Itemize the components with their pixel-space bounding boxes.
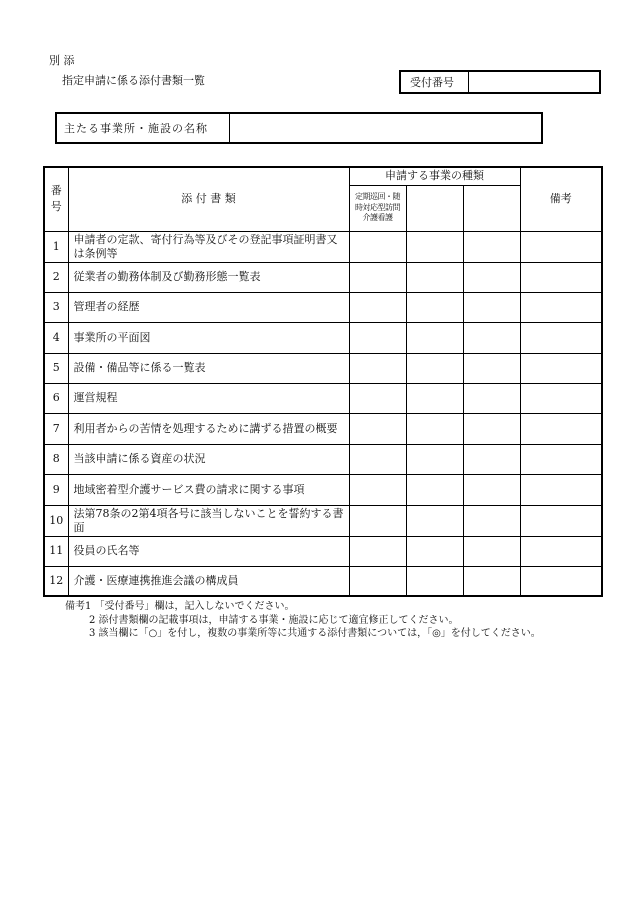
row-check-2[interactable] bbox=[406, 292, 463, 322]
row-check-2[interactable] bbox=[406, 505, 463, 536]
row-number: 4 bbox=[44, 322, 68, 353]
attachment-label: 別 添 bbox=[49, 54, 75, 67]
row-document: 法第78条の2第4項各号に該当しないことを誓約する書面 bbox=[68, 505, 349, 536]
row-document: 事業所の平面図 bbox=[68, 322, 349, 353]
row-remarks[interactable] bbox=[520, 353, 602, 383]
facility-name-label: 主たる事業所・施設の名称 bbox=[64, 122, 208, 135]
header-number-text: 番号 bbox=[50, 183, 62, 214]
row-number: 1 bbox=[44, 231, 68, 262]
row-document: 利用者からの苦情を処理するために講ずる措置の概要 bbox=[68, 413, 349, 444]
row-check-1[interactable] bbox=[349, 353, 406, 383]
row-number: 7 bbox=[44, 413, 68, 444]
facility-name-box bbox=[55, 112, 543, 144]
table-row bbox=[44, 383, 602, 413]
row-number: 10 bbox=[44, 505, 68, 536]
row-check-3[interactable] bbox=[463, 413, 520, 444]
header-business-type-2[interactable] bbox=[406, 185, 463, 231]
row-check-1[interactable] bbox=[349, 536, 406, 566]
row-remarks[interactable] bbox=[520, 505, 602, 536]
row-remarks[interactable] bbox=[520, 413, 602, 444]
row-document: 地域密着型介護サービス費の請求に関する事項 bbox=[68, 474, 349, 505]
row-document: 役員の氏名等 bbox=[68, 536, 349, 566]
row-check-1[interactable] bbox=[349, 322, 406, 353]
facility-name-divider bbox=[229, 114, 230, 142]
header-business-group: 申請する事業の種類 bbox=[349, 167, 520, 185]
row-check-3[interactable] bbox=[463, 262, 520, 292]
row-remarks[interactable] bbox=[520, 536, 602, 566]
row-document: 当該申請に係る資産の状況 bbox=[68, 444, 349, 474]
row-document: 従業者の勤務体制及び勤務形態一覧表 bbox=[68, 262, 349, 292]
row-document: 介護・医療連携推進会議の構成員 bbox=[68, 566, 349, 596]
table-row bbox=[44, 322, 602, 353]
row-remarks[interactable] bbox=[520, 474, 602, 505]
row-check-3[interactable] bbox=[463, 536, 520, 566]
row-remarks[interactable] bbox=[520, 262, 602, 292]
reception-number-label: 受付番号 bbox=[410, 76, 454, 89]
row-check-2[interactable] bbox=[406, 231, 463, 262]
row-document: 管理者の経歴 bbox=[68, 292, 349, 322]
row-number: 3 bbox=[44, 292, 68, 322]
row-check-2[interactable] bbox=[406, 262, 463, 292]
row-check-3[interactable] bbox=[463, 383, 520, 413]
header-document: 添 付 書 類 bbox=[68, 167, 349, 231]
reception-number-divider bbox=[468, 72, 469, 92]
row-check-1[interactable] bbox=[349, 474, 406, 505]
note-1: 備考1 「受付番号」欄は，記入しないでください。 bbox=[65, 601, 295, 612]
header-number bbox=[44, 167, 68, 231]
header-remarks: 備考 bbox=[520, 167, 602, 231]
row-document: 申請者の定款、寄付行為等及びその登記事項証明書又は条例等 bbox=[68, 231, 349, 262]
row-check-1[interactable] bbox=[349, 413, 406, 444]
row-number: 8 bbox=[44, 444, 68, 474]
row-number: 6 bbox=[44, 383, 68, 413]
table-row bbox=[44, 353, 602, 383]
row-number: 5 bbox=[44, 353, 68, 383]
row-check-2[interactable] bbox=[406, 353, 463, 383]
table-row bbox=[44, 505, 602, 536]
table-row bbox=[44, 566, 602, 596]
row-check-1[interactable] bbox=[349, 383, 406, 413]
row-check-2[interactable] bbox=[406, 566, 463, 596]
row-check-1[interactable] bbox=[349, 262, 406, 292]
row-check-3[interactable] bbox=[463, 566, 520, 596]
row-check-3[interactable] bbox=[463, 505, 520, 536]
table-row bbox=[44, 262, 602, 292]
row-number: 2 bbox=[44, 262, 68, 292]
row-check-3[interactable] bbox=[463, 231, 520, 262]
table-row bbox=[44, 536, 602, 566]
row-check-2[interactable] bbox=[406, 474, 463, 505]
business-type-1-text: 定期巡回・随時対応型訪問介護看護 bbox=[355, 191, 400, 223]
row-document: 設備・備品等に係る一覧表 bbox=[68, 353, 349, 383]
row-check-3[interactable] bbox=[463, 353, 520, 383]
row-remarks[interactable] bbox=[520, 383, 602, 413]
reception-number-box bbox=[399, 70, 601, 94]
table-row bbox=[44, 292, 602, 322]
header-business-type-3[interactable] bbox=[463, 185, 520, 231]
notes bbox=[65, 600, 541, 641]
row-check-1[interactable] bbox=[349, 505, 406, 536]
table-row bbox=[44, 231, 602, 262]
row-check-3[interactable] bbox=[463, 322, 520, 353]
table-row bbox=[44, 413, 602, 444]
row-number: 11 bbox=[44, 536, 68, 566]
row-check-1[interactable] bbox=[349, 566, 406, 596]
row-number: 12 bbox=[44, 566, 68, 596]
row-check-2[interactable] bbox=[406, 322, 463, 353]
row-check-2[interactable] bbox=[406, 444, 463, 474]
row-remarks[interactable] bbox=[520, 322, 602, 353]
row-check-1[interactable] bbox=[349, 231, 406, 262]
attachments-table bbox=[43, 166, 603, 597]
row-check-3[interactable] bbox=[463, 292, 520, 322]
row-check-2[interactable] bbox=[406, 536, 463, 566]
row-remarks[interactable] bbox=[520, 444, 602, 474]
row-check-2[interactable] bbox=[406, 383, 463, 413]
row-document: 運営規程 bbox=[68, 383, 349, 413]
header-business-type-1 bbox=[349, 185, 406, 231]
page-title: 指定申請に係る添付書類一覧 bbox=[62, 74, 205, 87]
row-check-2[interactable] bbox=[406, 413, 463, 444]
table-row bbox=[44, 444, 602, 474]
table-row bbox=[44, 474, 602, 505]
row-number: 9 bbox=[44, 474, 68, 505]
row-remarks[interactable] bbox=[520, 292, 602, 322]
row-remarks[interactable] bbox=[520, 566, 602, 596]
row-check-3[interactable] bbox=[463, 444, 520, 474]
row-remarks[interactable] bbox=[520, 231, 602, 262]
row-check-1[interactable] bbox=[349, 444, 406, 474]
note-3: 3 該当欄に「○」を付し，複数の事業所等に共通する添付書類については，「◎」を付してください。 bbox=[89, 628, 541, 639]
row-check-1[interactable] bbox=[349, 292, 406, 322]
row-check-3[interactable] bbox=[463, 474, 520, 505]
note-2: 2 添付書類欄の記載事項は，申請する事業・施設に応じて適宜修正してください。 bbox=[89, 614, 459, 626]
